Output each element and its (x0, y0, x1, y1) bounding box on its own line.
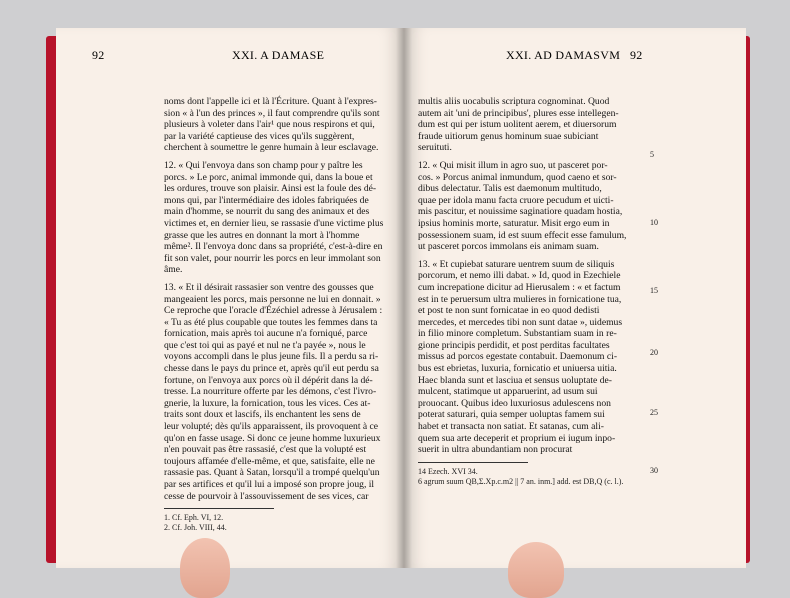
right-text-line: 13. « Et cupiebat saturare uentrem suum de siliquis (418, 258, 615, 270)
right-text-line: mis pascitur, et nouissime saginatiore quadam hostia, (418, 206, 623, 218)
margin-line-number: 25 (650, 408, 658, 417)
footnote-rule (164, 508, 274, 509)
left-text-line: âme. (164, 264, 183, 276)
footnote-rule (418, 462, 528, 463)
right-text-line: missus ad porcos egestate contabuit. Daemonum ci- (418, 351, 618, 363)
right-text-line: Haec blanda sunt et lasciua et sensus uoluptate de- (418, 374, 612, 386)
right-page-number: 92 (630, 48, 643, 62)
left-text-footnote: 2. Cf. Joh. VIII, 44. (164, 523, 227, 533)
margin-line-number: 10 (650, 218, 658, 227)
left-text-line: victimes et, en dernier lieu, se rassasie d'une victime plus (164, 217, 384, 229)
left-thumb (180, 538, 230, 598)
left-text-line: par la variété captieuse des vices qu'ils suggèrent, (164, 130, 355, 142)
right-text-line: quem sua arte deceperit et proprium ei iugum inpo- (418, 432, 616, 444)
right-text-footnote: 14 Ezech. XVI 34. (418, 466, 478, 476)
right-text-line: est in te peruersum ultra mulieres in fornicatione tua, (418, 293, 622, 305)
left-text-line: fortune, on l'envoya aux porcs où il dépérit dans la dé- (164, 374, 373, 386)
right-text-line: ipsius hominis morte, saturatur. Misit ergo eum in (418, 217, 610, 229)
right-body-text (418, 96, 640, 487)
left-text-line: « Tu as été plus coupable que toutes les femmes dans ta (164, 316, 378, 328)
left-text-line: fit son valet, pour nourrir les porcs en leur immolant son (164, 252, 381, 264)
left-text-line: 13. « Et il désirait rassasier son ventre des gousses que (164, 281, 374, 293)
left-text-line: leur volupté; dès qu'ils apparaissent, ils provoquent à ce (164, 421, 379, 433)
right-text-line: seruituti. (418, 142, 452, 154)
left-text-footnote: 1. Cf. Eph. VI, 12. (164, 513, 224, 523)
right-text-line: possessionem suam, id est suum effecit esse famulum, (418, 229, 627, 241)
left-text-line: Ce reproche que l'oracle d'Ézéchiel adresse à Jérusalem : (164, 305, 383, 317)
right-text-footnote: 6 agrum suum QB,Σ.Xp.c.m2 || 7 an. inm.] add. est DB,Q (c. l.). (418, 476, 624, 486)
left-text-line: chesse dans le pays du prince et, après qu'il eut perdu sa (164, 363, 379, 375)
left-text-line: même². Il l'envoya donc dans sa propriété, c'est-à-dire en (164, 241, 383, 253)
left-body-text (164, 96, 386, 533)
left-text-line: grasse que les autres en donnant la mort à l'homme (164, 229, 360, 241)
right-text-line: porcorum, et nemo illi dabat. » Id, quod in Ezechiele (418, 270, 621, 282)
right-text-line: gione principis perdidit, et post perditas facultates (418, 339, 610, 351)
right-text-line: cos. » Porcus animal inmundum, quod caeno et sor- (418, 171, 617, 183)
left-text-line: tresse. La nourriture offerte par les démons, c'est l'ivro- (164, 386, 377, 398)
right-text-line: quae per idola manu facta cruore pecudum et uicti- (418, 194, 614, 206)
right-text-line: prouocant. Quibus ideo luxuriosus adulescens non (418, 397, 611, 409)
right-thumb (508, 542, 564, 598)
left-text-line: mons qui, par l'intermédiaire des idoles fabriquées de (164, 194, 369, 206)
right-text-line: suerit in ultra abundantiam non procurat (418, 444, 573, 456)
left-text-line: toujours affamée d'elle-même, et que, satisfaite, elle ne (164, 455, 375, 467)
left-text-line: traits sont doux et lascifs, ils enchantent les sens de (164, 409, 361, 421)
left-text-line: mangeaient les porcs, mais personne ne lui en donnait. » (164, 293, 381, 305)
right-text-line: mulcent, statimque ut apparuerint, ad usum sui (418, 386, 598, 398)
left-text-line: main d'homme, se nourrit du sang des animaux et des (164, 206, 370, 218)
left-text-line: qu'on en fasse usage. Si donc ce jeune homme luxurieux (164, 432, 381, 444)
right-text-line: multis aliis uocabulis scriptura cognominat. Quod (418, 96, 610, 107)
left-text-line: voyons accompli dans le plus jeune fils. Il a perdu sa ri- (164, 351, 379, 363)
left-text-line: n'en pouvait pas être rassasié, c'est que la volupté est (164, 444, 367, 456)
left-text-line: plusieurs à voleter dans l'air¹ que nous respirons et qui, (164, 119, 375, 131)
left-text-line: fornication, mais après toi aucune n'a forniqué, parce (164, 328, 368, 340)
right-text-line: cum increpatione dicitur ad Hierusalem : « et factum (418, 281, 621, 293)
left-text-line: sion « à l'un des princes », il faut comprendre qu'ils sont (164, 107, 380, 119)
right-text-line: ut pasceret porcos immolans eis animam suam. (418, 241, 599, 253)
right-text-line: mercedes, et mercedes tibi non sunt datae », uidemus (418, 316, 623, 328)
right-text-line: bus est ebrietas, luxuria, fornicatio et uniuersa uitia. (418, 363, 617, 375)
left-running-head: XXI. A DAMASE (232, 48, 325, 62)
right-text-line: poterat saturari, quia semper uoluptas famem sui (418, 409, 605, 421)
left-text-line: 12. « Qui l'envoya dans son champ pour y paître les (164, 159, 363, 171)
right-text-line: habet et transacta non satiat. Et satanas, cum ali- (418, 421, 604, 433)
left-text-line: les ordures, trouve son plaisir. Ainsi est la foule des dé- (164, 183, 377, 195)
right-text-line: fraude uitiorum genus hominum suae subiciant (418, 130, 599, 142)
right-text-line: 12. « Qui misit illum in agro suo, ut pasceret por- (418, 159, 608, 171)
right-running-head: XXI. AD DAMASVM (506, 48, 621, 62)
right-text-line: autem ait 'uni de principibus', plures esse intellegen- (418, 107, 619, 119)
left-text-line: porcs. » Le porc, animal immonde qui, dans la boue et (164, 171, 373, 183)
left-text-line: noms dont l'appelle ici et là l'Écriture. Quant à l'expres- (164, 96, 377, 107)
left-page-number: 92 (92, 48, 105, 62)
margin-line-number: 15 (650, 286, 658, 295)
margin-line-number: 30 (650, 466, 658, 475)
left-text-line: cherchent à soumettre le genre humain à leur esclavage. (164, 142, 379, 154)
right-text-line: et post te non sunt fornicatae in eo quod dedisti (418, 305, 600, 317)
right-text-line: dibus delectatur. Talis est daemonum multitudo, (418, 183, 602, 195)
left-text-line: cesse de pourvoir à l'assouvissement de ses vices, car (164, 490, 369, 502)
right-text-line: dum est qui per istum uolitent aerem, et diuersorum (418, 119, 617, 131)
right-text-line: in filio minore completum. Substantiam suam in re- (418, 328, 617, 340)
book-spine (396, 28, 412, 568)
margin-line-number: 5 (650, 150, 654, 159)
margin-line-number: 20 (650, 348, 658, 357)
left-text-line: par ses artifices et qu'il lui a imposé son propre joug, il (164, 479, 375, 490)
left-text-line: rassasie pas. Quant à Satan, lorsqu'il a trompé quelqu'un (164, 467, 380, 479)
left-text-line: que c'est toi qui as payé et nul ne t'a payée », nous le (164, 339, 366, 351)
left-text-line: gnerie, la luxure, la fornication, tous les vices. Ces at- (164, 397, 371, 409)
